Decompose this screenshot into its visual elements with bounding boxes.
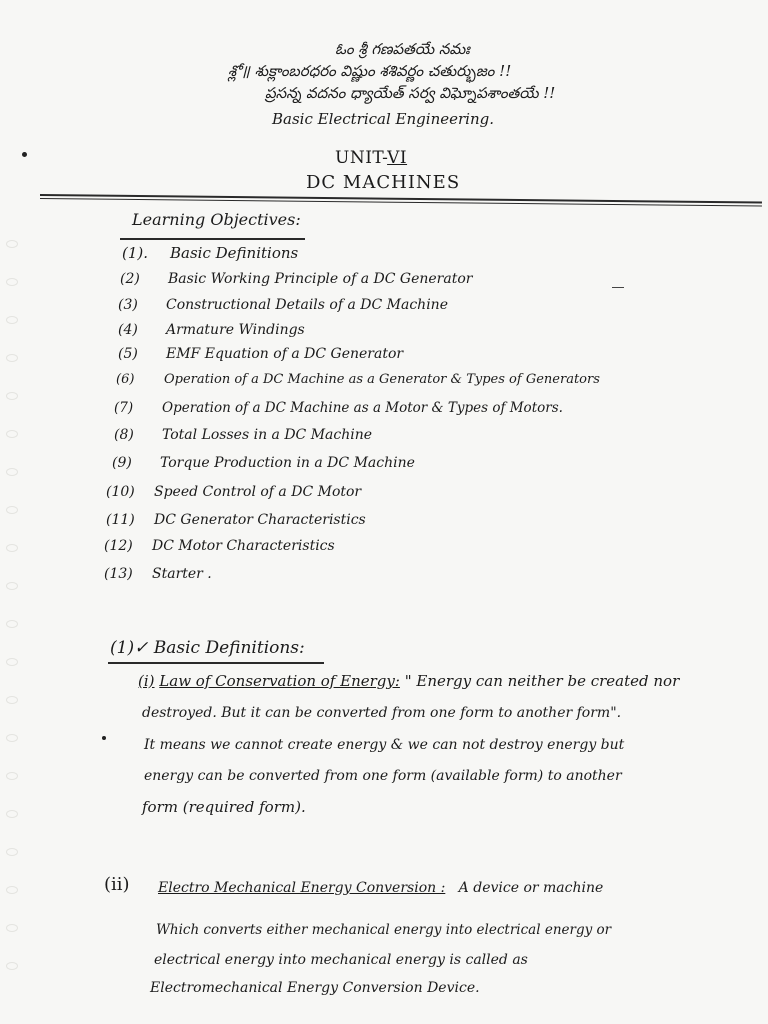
objective-text: Operation of a DC Machine as a Generator & Types of Generators (164, 372, 600, 387)
definition-2-term: Electro Mechanical Energy Conversion : (158, 880, 446, 896)
definition-2-heading (158, 880, 603, 896)
objective-number: (10) (106, 484, 135, 500)
objective-item (114, 427, 372, 443)
objective-number: (13) (104, 566, 133, 582)
objective-item (114, 400, 563, 416)
objective-number: (8) (114, 427, 134, 443)
binding-holes (6, 240, 20, 1000)
objective-number: (11) (106, 512, 135, 528)
learning-objectives-heading: Learning Objectives: (132, 210, 301, 229)
objective-item (116, 372, 600, 387)
objective-number: (3) (118, 297, 138, 313)
objective-text: Total Losses in a DC Machine (162, 427, 373, 443)
objective-number: (4) (118, 322, 138, 338)
objective-number: (5) (118, 346, 138, 362)
definition-1-number: (i) (138, 672, 155, 690)
definition-1-line: destroyed. But it can be converted from one form to another form". (142, 705, 622, 721)
objective-item (118, 346, 403, 362)
unit-label: UNIT- (335, 148, 388, 168)
objective-text: Starter . (152, 566, 212, 582)
unit-heading (335, 148, 407, 168)
objective-item (118, 297, 448, 313)
objective-text: Armature Windings (166, 322, 305, 338)
definition-2-line: Which converts either mechanical energy into electrical energy or (156, 922, 612, 938)
objective-item (120, 271, 472, 287)
ink-dot (22, 152, 27, 157)
section-heading-basic-definitions: (1)✓ Basic Definitions: (110, 638, 305, 658)
objective-text: DC Motor Characteristics (152, 538, 335, 554)
section-heading-underline (108, 662, 324, 664)
objective-item (106, 512, 366, 528)
objective-number: (1). (122, 244, 149, 262)
objective-number: (2) (120, 271, 140, 287)
definition-1-heading (138, 672, 679, 690)
objective-item (106, 484, 361, 500)
objective-number: (9) (112, 455, 132, 471)
definition-1-line: energy can be converted from one form (available form) to another (144, 768, 622, 784)
objective-number: (12) (104, 538, 133, 554)
objective-text: DC Generator Characteristics (154, 512, 366, 528)
definition-1-term: Law of Conservation of Energy: (159, 672, 400, 690)
ink-dot (102, 736, 106, 740)
invocation-line-1: ఓం శ్రీ గణపతయే నమః (335, 40, 470, 58)
learning-objectives-underline (120, 238, 305, 240)
objective-text: Basic Definitions (170, 244, 299, 262)
objective-text: Speed Control of a DC Motor (154, 484, 362, 500)
page-title: DC MACHINES (306, 172, 461, 193)
unit-number: VI (387, 148, 408, 168)
objective-item (104, 566, 212, 582)
objective-text: Constructional Details of a DC Machine (166, 297, 448, 313)
objective-number: (6) (116, 372, 135, 387)
objective-text: Torque Production in a DC Machine (160, 455, 415, 471)
objective-text: EMF Equation of a DC Generator (166, 346, 404, 362)
objective-item (112, 455, 415, 471)
objective-number: (7) (114, 400, 134, 416)
objective-item (122, 244, 298, 262)
definition-1-line: " Energy can neither be created nor (404, 672, 680, 690)
invocation-line-2: శ్లో॥ శుక్లాంబరధరం విష్ణుం శశివర్ణం చతుర్భుజం !! (228, 62, 512, 80)
invocation-line-3: ప్రసన్న వదనం ధ్యాయేత్ సర్వ విఘ్నోపశాంతయే !! (265, 84, 556, 102)
definition-2-line: A device or machine (458, 880, 604, 896)
definition-2-line: electrical energy into mechanical energy is called as (154, 952, 528, 968)
pen-dash (612, 287, 624, 288)
subject-title: Basic Electrical Engineering. (272, 110, 494, 128)
definition-1-line: It means we cannot create energy & we can not destroy energy but (144, 737, 625, 753)
definition-1-line: form (required form). (142, 798, 306, 816)
definition-2-line: Electromechanical Energy Conversion Device. (150, 980, 480, 996)
definition-2-number: (ii) (104, 874, 130, 895)
objective-text: Basic Working Principle of a DC Generator (168, 271, 473, 287)
objective-text: Operation of a DC Machine as a Motor & Types of Motors. (162, 400, 563, 416)
objective-item (118, 322, 305, 338)
objective-item (104, 538, 335, 554)
